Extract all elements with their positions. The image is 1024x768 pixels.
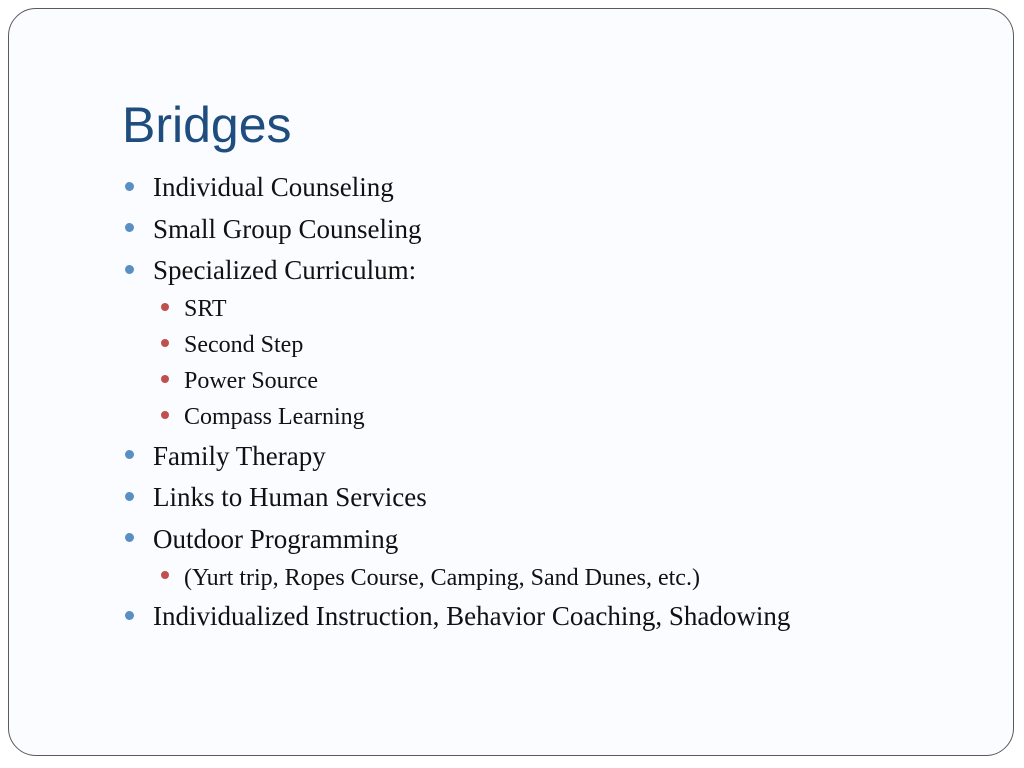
bullet-text: Small Group Counseling	[153, 213, 422, 244]
bullet-dot-icon	[125, 265, 134, 274]
sub-bullet-item-compass-learning	[122, 400, 1002, 436]
bullet-dot-icon	[125, 182, 134, 191]
bullet-text: Family Therapy	[153, 440, 326, 471]
bullet-text: Second Step	[184, 332, 304, 358]
bullet-dot-icon	[125, 533, 134, 542]
slide-title: Bridges	[122, 97, 292, 153]
sub-bullet-item-second-step	[122, 328, 1002, 364]
bullet-text: SRT	[184, 296, 227, 322]
sub-bullet-dot-icon	[161, 339, 169, 347]
bullet-list	[122, 167, 1002, 638]
bullet-text: (Yurt trip, Ropes Course, Camping, Sand Dunes, etc.)	[184, 564, 700, 591]
bullet-text: Power Source	[184, 368, 318, 394]
sub-bullet-dot-icon	[161, 303, 169, 311]
bullet-text: Outdoor Programming	[153, 523, 399, 554]
bullet-text: Individual Counseling	[153, 172, 394, 203]
bullet-item-family-therapy	[122, 436, 1002, 478]
bullet-dot-icon	[125, 450, 134, 459]
sub-bullet-dot-icon	[161, 571, 169, 579]
sub-bullet-item-power-source	[122, 364, 1002, 400]
sub-bullet-item-srt	[122, 292, 1002, 328]
bullet-item-links-to-human-services	[122, 477, 1002, 519]
bullet-item-specialized-curriculum	[122, 250, 1002, 292]
bullet-dot-icon	[125, 611, 134, 620]
slide-frame	[8, 8, 1014, 756]
sub-bullet-item-outdoor-examples	[122, 560, 1002, 596]
bullet-item-individual-counseling	[122, 167, 1002, 209]
sub-bullet-dot-icon	[161, 411, 169, 419]
sub-bullet-dot-icon	[161, 375, 169, 383]
bullet-text: Specialized Curriculum:	[153, 255, 417, 286]
bullet-item-individualized-instruction	[122, 596, 1002, 638]
bullet-dot-icon	[125, 492, 134, 501]
bullet-item-outdoor-programming	[122, 519, 1002, 561]
bullet-text: Compass Learning	[184, 404, 365, 430]
bullet-text: Links to Human Services	[153, 482, 427, 513]
bullet-text: Individualized Instruction, Behavior Coaching, Shadowing	[153, 601, 791, 632]
bullet-dot-icon	[125, 223, 134, 232]
bullet-item-small-group-counseling	[122, 209, 1002, 251]
